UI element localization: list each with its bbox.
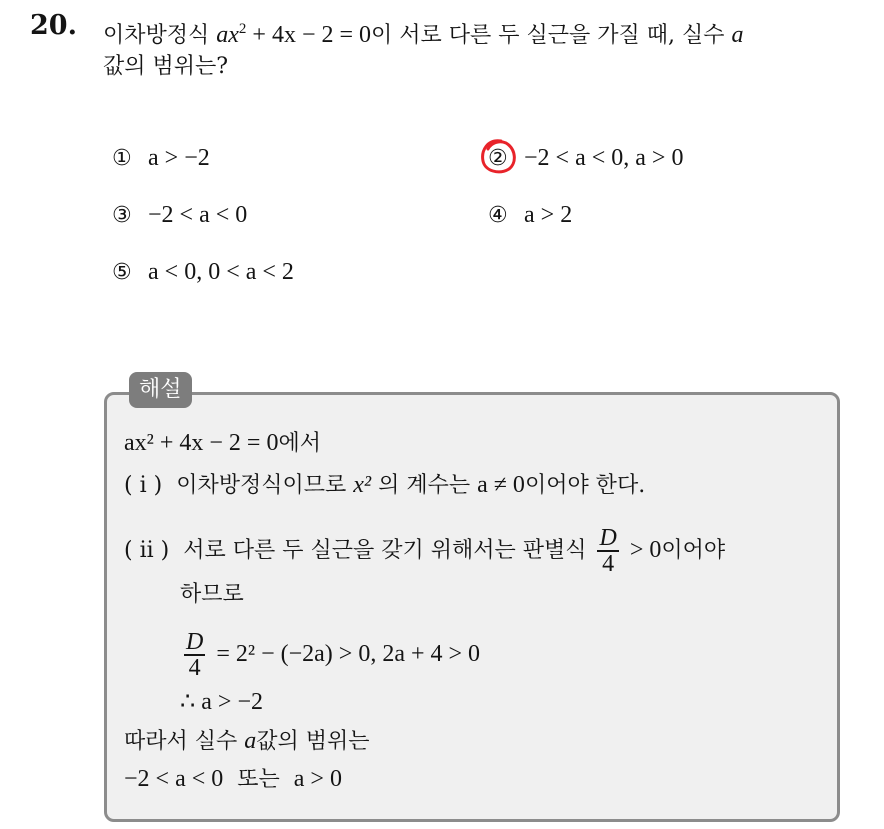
question-number: 20. xyxy=(30,10,77,41)
option-text: a > 2 xyxy=(524,202,573,228)
solution-line-1: ax² + 4x − 2 = 0에서 xyxy=(124,430,321,456)
option-5[interactable] xyxy=(112,257,294,288)
solution-tag: 해설 xyxy=(129,372,192,408)
question-line-1 xyxy=(103,14,744,51)
solution-line-6: ∴ a > −2 xyxy=(180,689,263,715)
option-number: ⑤ xyxy=(112,260,132,285)
option-4[interactable] xyxy=(488,200,572,231)
option-text: a < 0, 0 < a < 2 xyxy=(148,259,294,285)
option-text: −2 < a < 0 xyxy=(148,202,248,228)
solution-line-8: −2 < a < 0 또는 a > 0 xyxy=(124,766,342,792)
solution-line-2: ( i ) 이차방정식이므로 x² 의 계수는 a ≠ 0이어야 한다. xyxy=(124,472,646,498)
question-text-suffix: 이 서로 다른 두 실근을 가질 때, 실수 xyxy=(371,23,725,48)
question-text: 이차방정식 xyxy=(103,23,210,48)
solution-line-4: 하므로 xyxy=(180,582,244,607)
solution-line-7: 따라서 실수 a값의 범위는 xyxy=(124,728,370,754)
question-variable: a xyxy=(731,22,744,48)
solution-line-3: ( ii ) 서로 다른 두 실근을 갖기 위해서는 판별식 $\frac{D}{4}$ > 0이어야 xyxy=(124,525,726,577)
option-1[interactable] xyxy=(112,143,210,174)
option-number: ④ xyxy=(488,203,508,228)
option-text: −2 < a < 0, a > 0 xyxy=(524,145,684,171)
option-number: ② xyxy=(488,146,508,171)
fraction-d-over-4: $\frac{D}{4}$ xyxy=(599,525,617,577)
option-2[interactable] xyxy=(488,143,683,174)
option-3[interactable] xyxy=(112,200,247,231)
question-line-2: 값의 범위는? xyxy=(103,54,229,79)
solution-line-5: $\frac{D}{4}$ = 2² − (−2a) > 0, 2a + 4 > 0 xyxy=(186,629,481,681)
fraction-d-over-4: $\frac{D}{4}$ xyxy=(186,629,204,681)
option-text: a > −2 xyxy=(148,145,210,171)
option-number: ① xyxy=(112,146,132,171)
question-equation: $ax^2 + 4x - 2 = 0$ xyxy=(216,21,372,48)
option-number: ③ xyxy=(112,203,132,228)
